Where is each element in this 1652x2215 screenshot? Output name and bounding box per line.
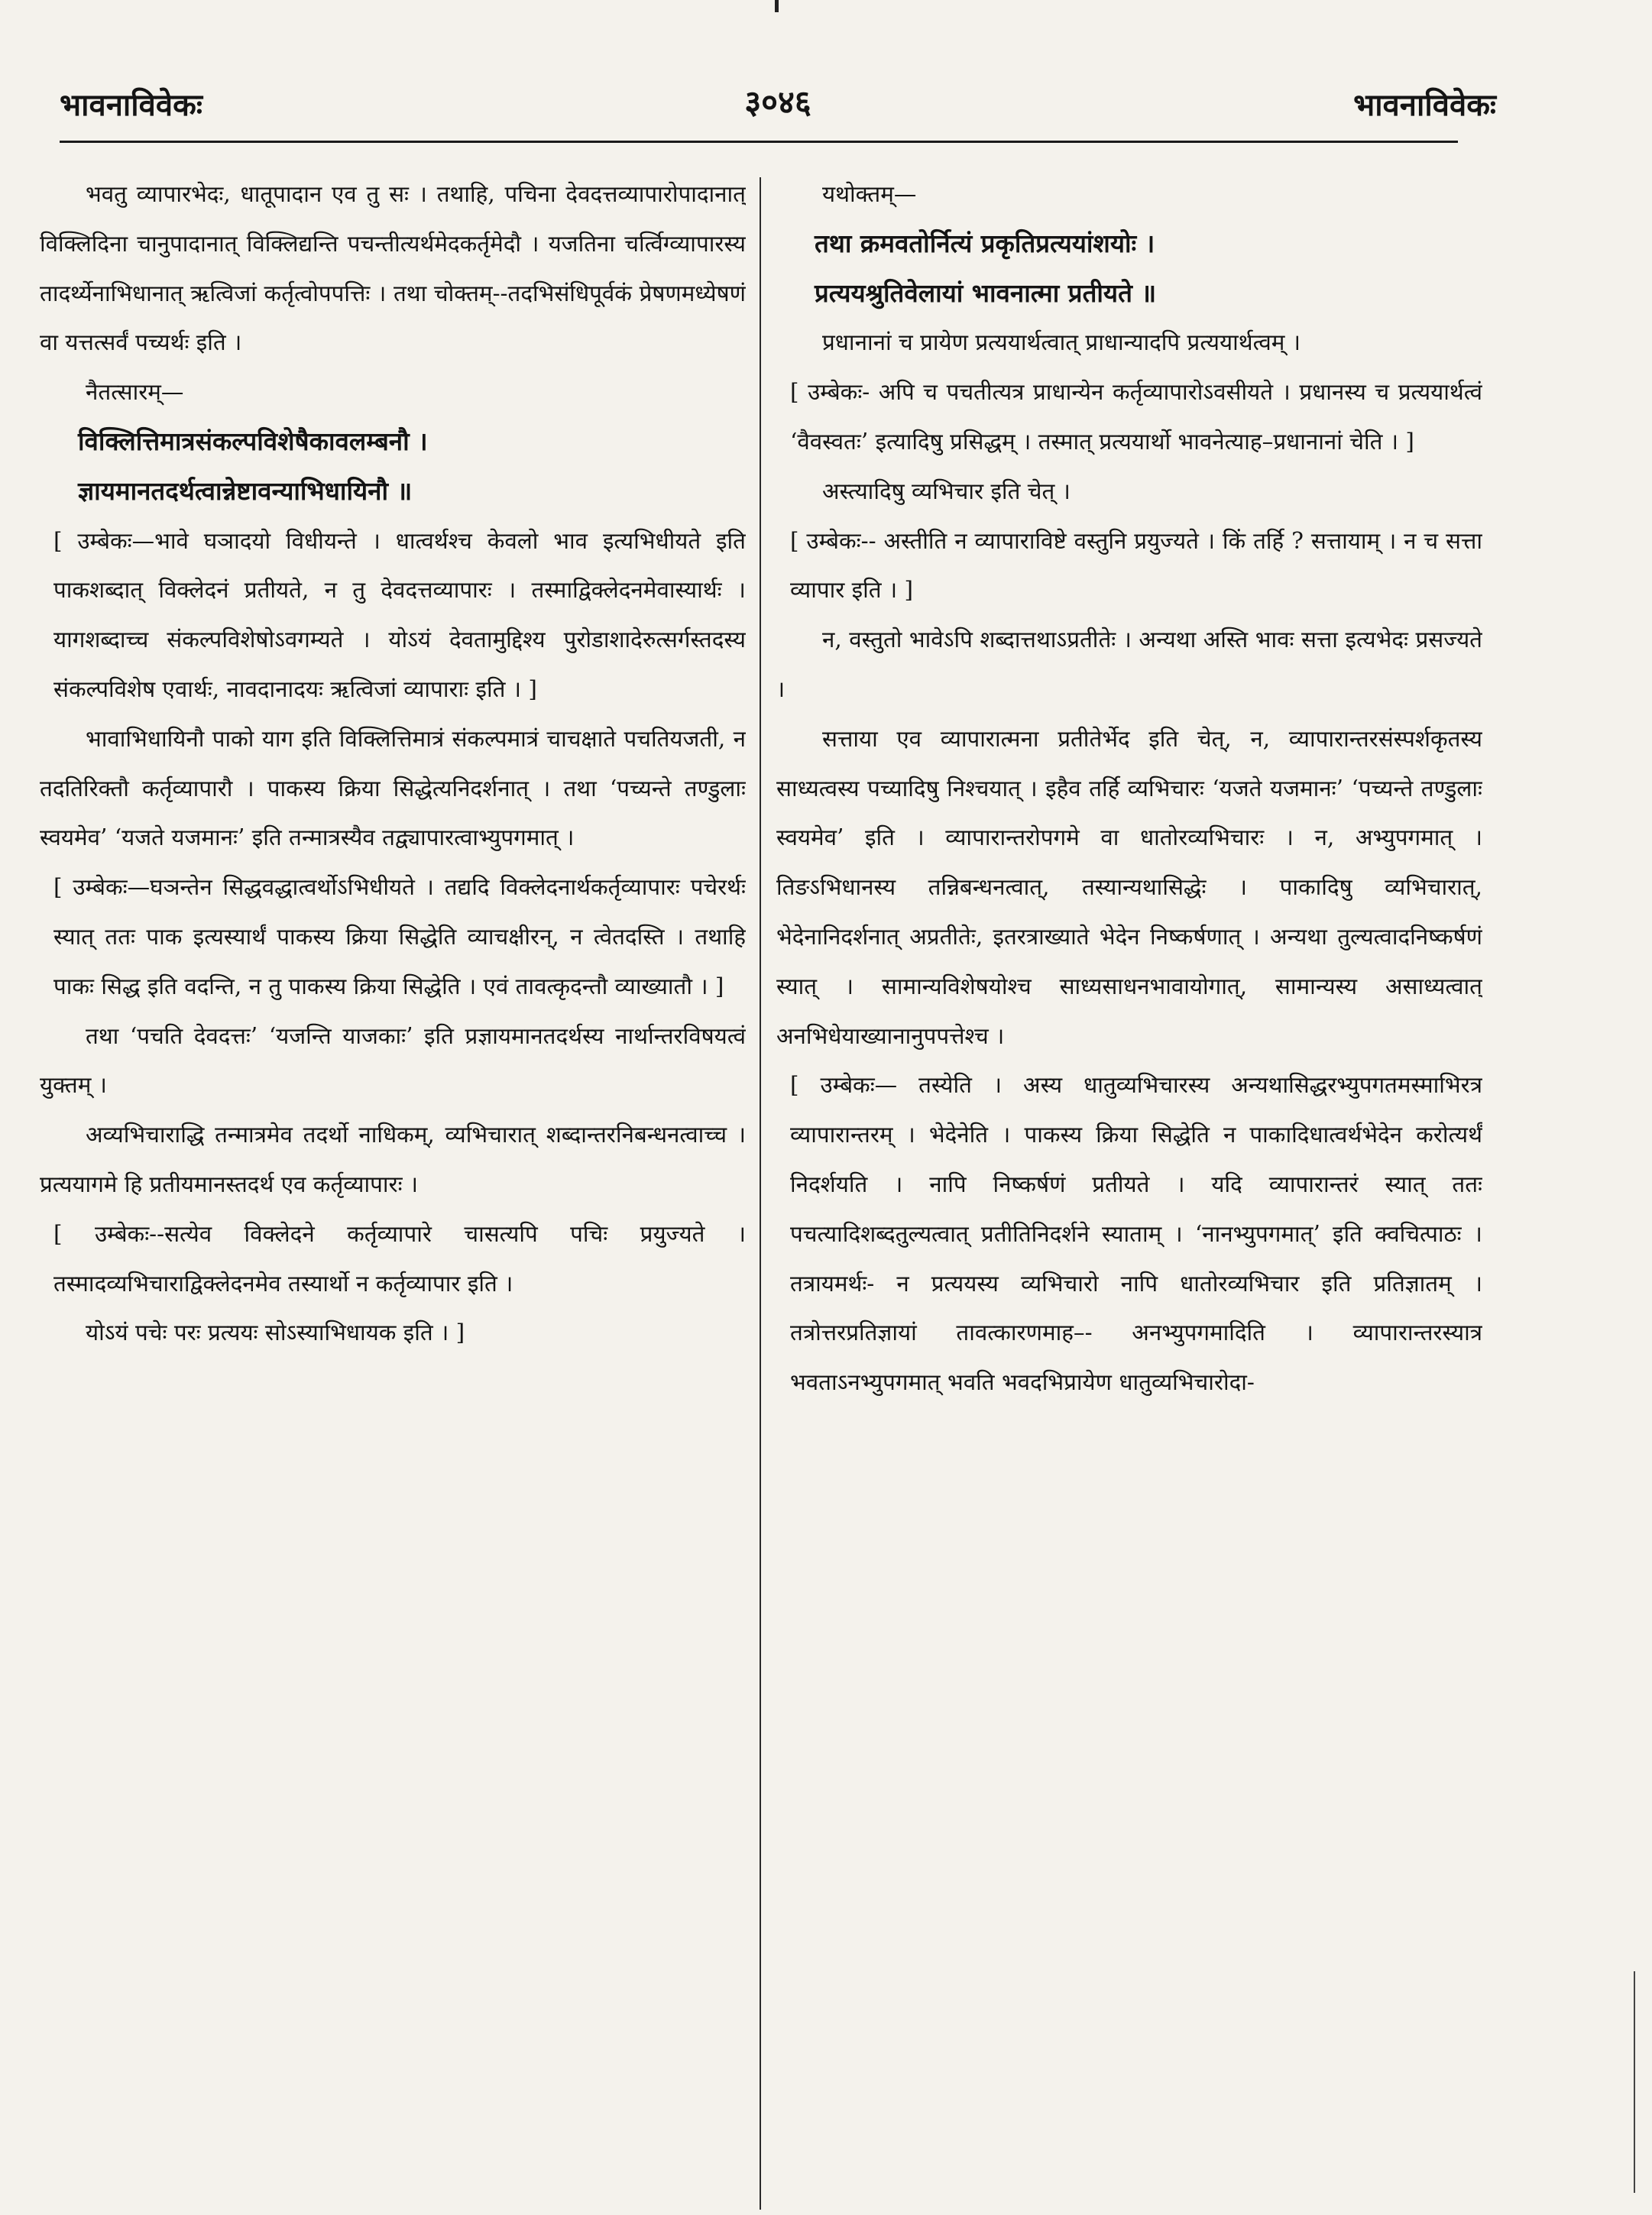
left-para-3: भावाभिधायिनौ पाको याग इति विक्लित्तिमात्रं संकल्पमात्रं चाचक्षाते पचतियजती, न तदतिरिक्तौ कर्तृव्यापारौ । पाकस्य क्रिया सिद्धेत्यनिदर्शनात् । तथा ‘पच्यन्ते तण्डुलाः स्वयमेव’ ‘यजते यजमानः’ इति तन्मात्रस्यैव तद्व्यापारत्वाभ्युपगमात् ।: [40, 725, 746, 851]
header-rule: [60, 141, 1458, 143]
left-para-2: नैतत्सारम्—: [86, 379, 184, 406]
right-para-2: प्रधानानां च प्रायेण प्रत्ययार्थत्वात् प्राधान्यादपि प्रत्ययार्थत्वम् ।: [822, 329, 1301, 356]
running-title-right: भावनाविवेकः: [1353, 88, 1496, 123]
right-para-3: अस्त्यादिषु व्यभिचार इति चेत् ।: [822, 478, 1071, 504]
left-verse-line-1: विक्लित्तिमात्रसंकल्पविशेषैकावलम्बनौ ।: [78, 426, 428, 456]
left-para-1: भवतु व्यापारभेदः, धातूपादान एव तु सः । तथाहि, पचिना देवदत्तव्यापारोपादानात् विक्लिदिना चानुपादानात् विक्लिद्यन्ति पचन्तीत्यर्थमेदकर्तृमेदौ । यजतिना चर्त्विग्व्यापारस्य तादर्थ्येनाभिधानात् ऋत्विजां कर्तृत्वोपपत्तिः । तथा चोक्तम्--तदभिसंधिपूर्वकं प्रेषणमध्येषणं वा यत्तत्सर्वं पच्यर्थः इति ।: [40, 181, 746, 356]
right-commentary-1: [ उम्बेकः- अपि च पचतीत्यत्र प्राधान्येन कर्तृव्यापारोऽवसीयते । प्रधानस्य च प्रत्ययार्थत्वं ‘वैवस्वतः’ इत्यादिषु प्रसिद्धम् । तस्मात् प्रत्ययार्थो भावनेत्याह–प्रधानानां चेति । ]: [790, 379, 1482, 455]
right-para-5: सत्ताया एव व्यापारात्मना प्रतीतेर्भेद इति चेत्, न, व्यापारान्तरसंस्पर्शकृतस्य साध्यत्वस्य पच्यादिषु निश्चयात् । इहैव तर्हि व्यभिचारः ‘यजते यजमानः’ ‘पच्यन्ते तण्डुलाः स्वयमेव’ इति । व्यापारान्तरोपगमे वा धातोरव्यभिचारः । न, अभ्युपगमात् । तिङऽभिधानस्य तन्निबन्धनत्वात्, तस्यान्यथासिद्धेः । पाकादिषु व्यभिचारात्, भेदेनानिदर्शनात् अप्रतीतेः, इतरत्राख्याते भेदेन निष्कर्षणात् । अन्यथा तुल्यत्वादनिष्कर्षणं स्यात् । सामान्यविशेषयोश्च साध्यसाधनभावायोगात्, सामान्यस्य असाध्यत्वात् अनभिधेयाख्यानानुपपत्तेश्च ।: [776, 725, 1482, 1049]
left-para-4: तथा ‘पचति देवदत्तः’ ‘यजन्ति याजकाः’ इति प्रज्ञायमानतदर्थस्य नार्थान्तरविषयत्वं युक्तम् ।: [40, 1022, 746, 1099]
running-title-left: भावनाविवेकः: [60, 88, 202, 123]
right-commentary-2: [ उम्बेकः-- अस्तीति न व्यापाराविष्टे वस्तुनि प्रयुज्यते । किं तर्हि ? सत्तायाम् । न च सत्ता व्यापार इति । ]: [790, 527, 1482, 604]
right-column: [776, 170, 1482, 2187]
left-commentary-3: [ उम्बेकः--सत्येव विक्लेदने कर्तृव्यापारे चासत्यपि पचिः प्रयुज्यते । तस्मादव्यभिचाराद्विक्लेदनमेव तस्यार्थो न कर्तृव्यापार इति ।: [53, 1220, 746, 1297]
right-verse-line-2: प्रत्ययश्रुतिवेलायां भावनात्मा प्रतीयते ॥: [815, 277, 1157, 308]
column-divider: [760, 177, 761, 2210]
left-commentary-1: [ उम्बेकः—भावे घञादयो विधीयन्ते । धात्वर्थश्च केवलो भाव इत्यभिधीयते इति पाकशब्दात् विक्लेदनं प्रतीयते, न तु देवदत्तव्यापारः । तस्माद्विक्लेदनमेवास्यार्थः । यागशब्दाच्च संकल्पविशेषोऽवगम्यते । योऽयं देवतामुद्दिश्य पुरोडाशादेरुत्सर्गस्तदस्य संकल्पविशेष एवार्थः, नावदानादयः ऋत्विजां व्यापाराः इति । ]: [53, 527, 746, 702]
page-number: ३०४६: [744, 83, 811, 121]
left-verse-line-2: ज्ञायमानतदर्थत्वान्नेष्टावन्याभिधायिनौ ॥: [78, 475, 413, 506]
right-para-4: न, वस्तुतो भावेऽपि शब्दात्तथाऽप्रतीतेः । अन्यथा अस्ति भावः सत्ता इत्यभेदः प्रसज्यते ।: [776, 627, 1482, 702]
right-para-1: यथोक्तम्—: [822, 181, 917, 207]
left-para-5: अव्यभिचाराद्धि तन्मात्रमेव तदर्थो नाधिकम्, व्यभिचारात् शब्दान्तरनिबन्धनत्वाच्च । प्रत्ययागमे हि प्रतीयमानस्तदर्थ एव कर्तृव्यापारः ।: [40, 1122, 746, 1197]
top-mark: [775, 0, 779, 12]
page-header: [60, 72, 1496, 125]
right-commentary-3: [ उम्बेकः— तस्येति । अस्य धातुव्यभिचारस्य अन्यथासिद्धरभ्युपगतमस्माभिरत्र व्यापारान्तरम् । भेदेनेति । पाकस्य क्रिया सिद्धेति न पाकादिधात्वर्थभेदेन करोत्यर्थं निदर्शयति । नापि निष्कर्षणं प्रतीयते । यदि व्यापारान्तरं स्यात् ततः पचत्यादिशब्दतुल्यत्वात् प्रतीतिनिदर्शने स्याताम् । ‘नानभ्युपगमात्’ इति क्वचित्पाठः । तत्रायमर्थः- न प्रत्ययस्य व्यभिचारो नापि धातोरव्यभिचार इति प्रतिज्ञातम् । तत्रोत्तरप्रतिज्ञायां तावत्कारणमाह–- अनभ्युपगमादिति । व्यापारान्तरस्यात्र भवताऽनभ्युपगमात् भवति भवदभिप्रायेण धातुव्यभिचारोदा-: [790, 1072, 1482, 1396]
left-commentary-2: [ उम्बेकः—घञन्तेन सिद्धवद्धात्वर्थोऽभिधीयते । तद्यदि विक्लेदनार्थकर्तृव्यापारः पचेरर्थः स्यात् ततः पाक इत्यस्यार्थं पाकस्य क्रिया सिद्धेति व्याचक्षीरन्, न त्वेतदस्ति । तथाहि पाकः सिद्ध इति वदन्ति, न तु पाकस्य क्रिया सिद्धेति । एवं तावत्कृदन्तौ व्याख्यातौ । ]: [53, 874, 746, 999]
right-verse-line-1: तथा क्रमवतोर्नित्यं प्रकृतिप्रत्ययांशयोः ।: [815, 228, 1155, 258]
left-column: [40, 170, 746, 2187]
left-para-6: योऽयं पचेः परः प्रत्ययः सोऽस्याभिधायक इति । ]: [86, 1320, 465, 1346]
margin-mark: [1634, 1971, 1635, 2193]
